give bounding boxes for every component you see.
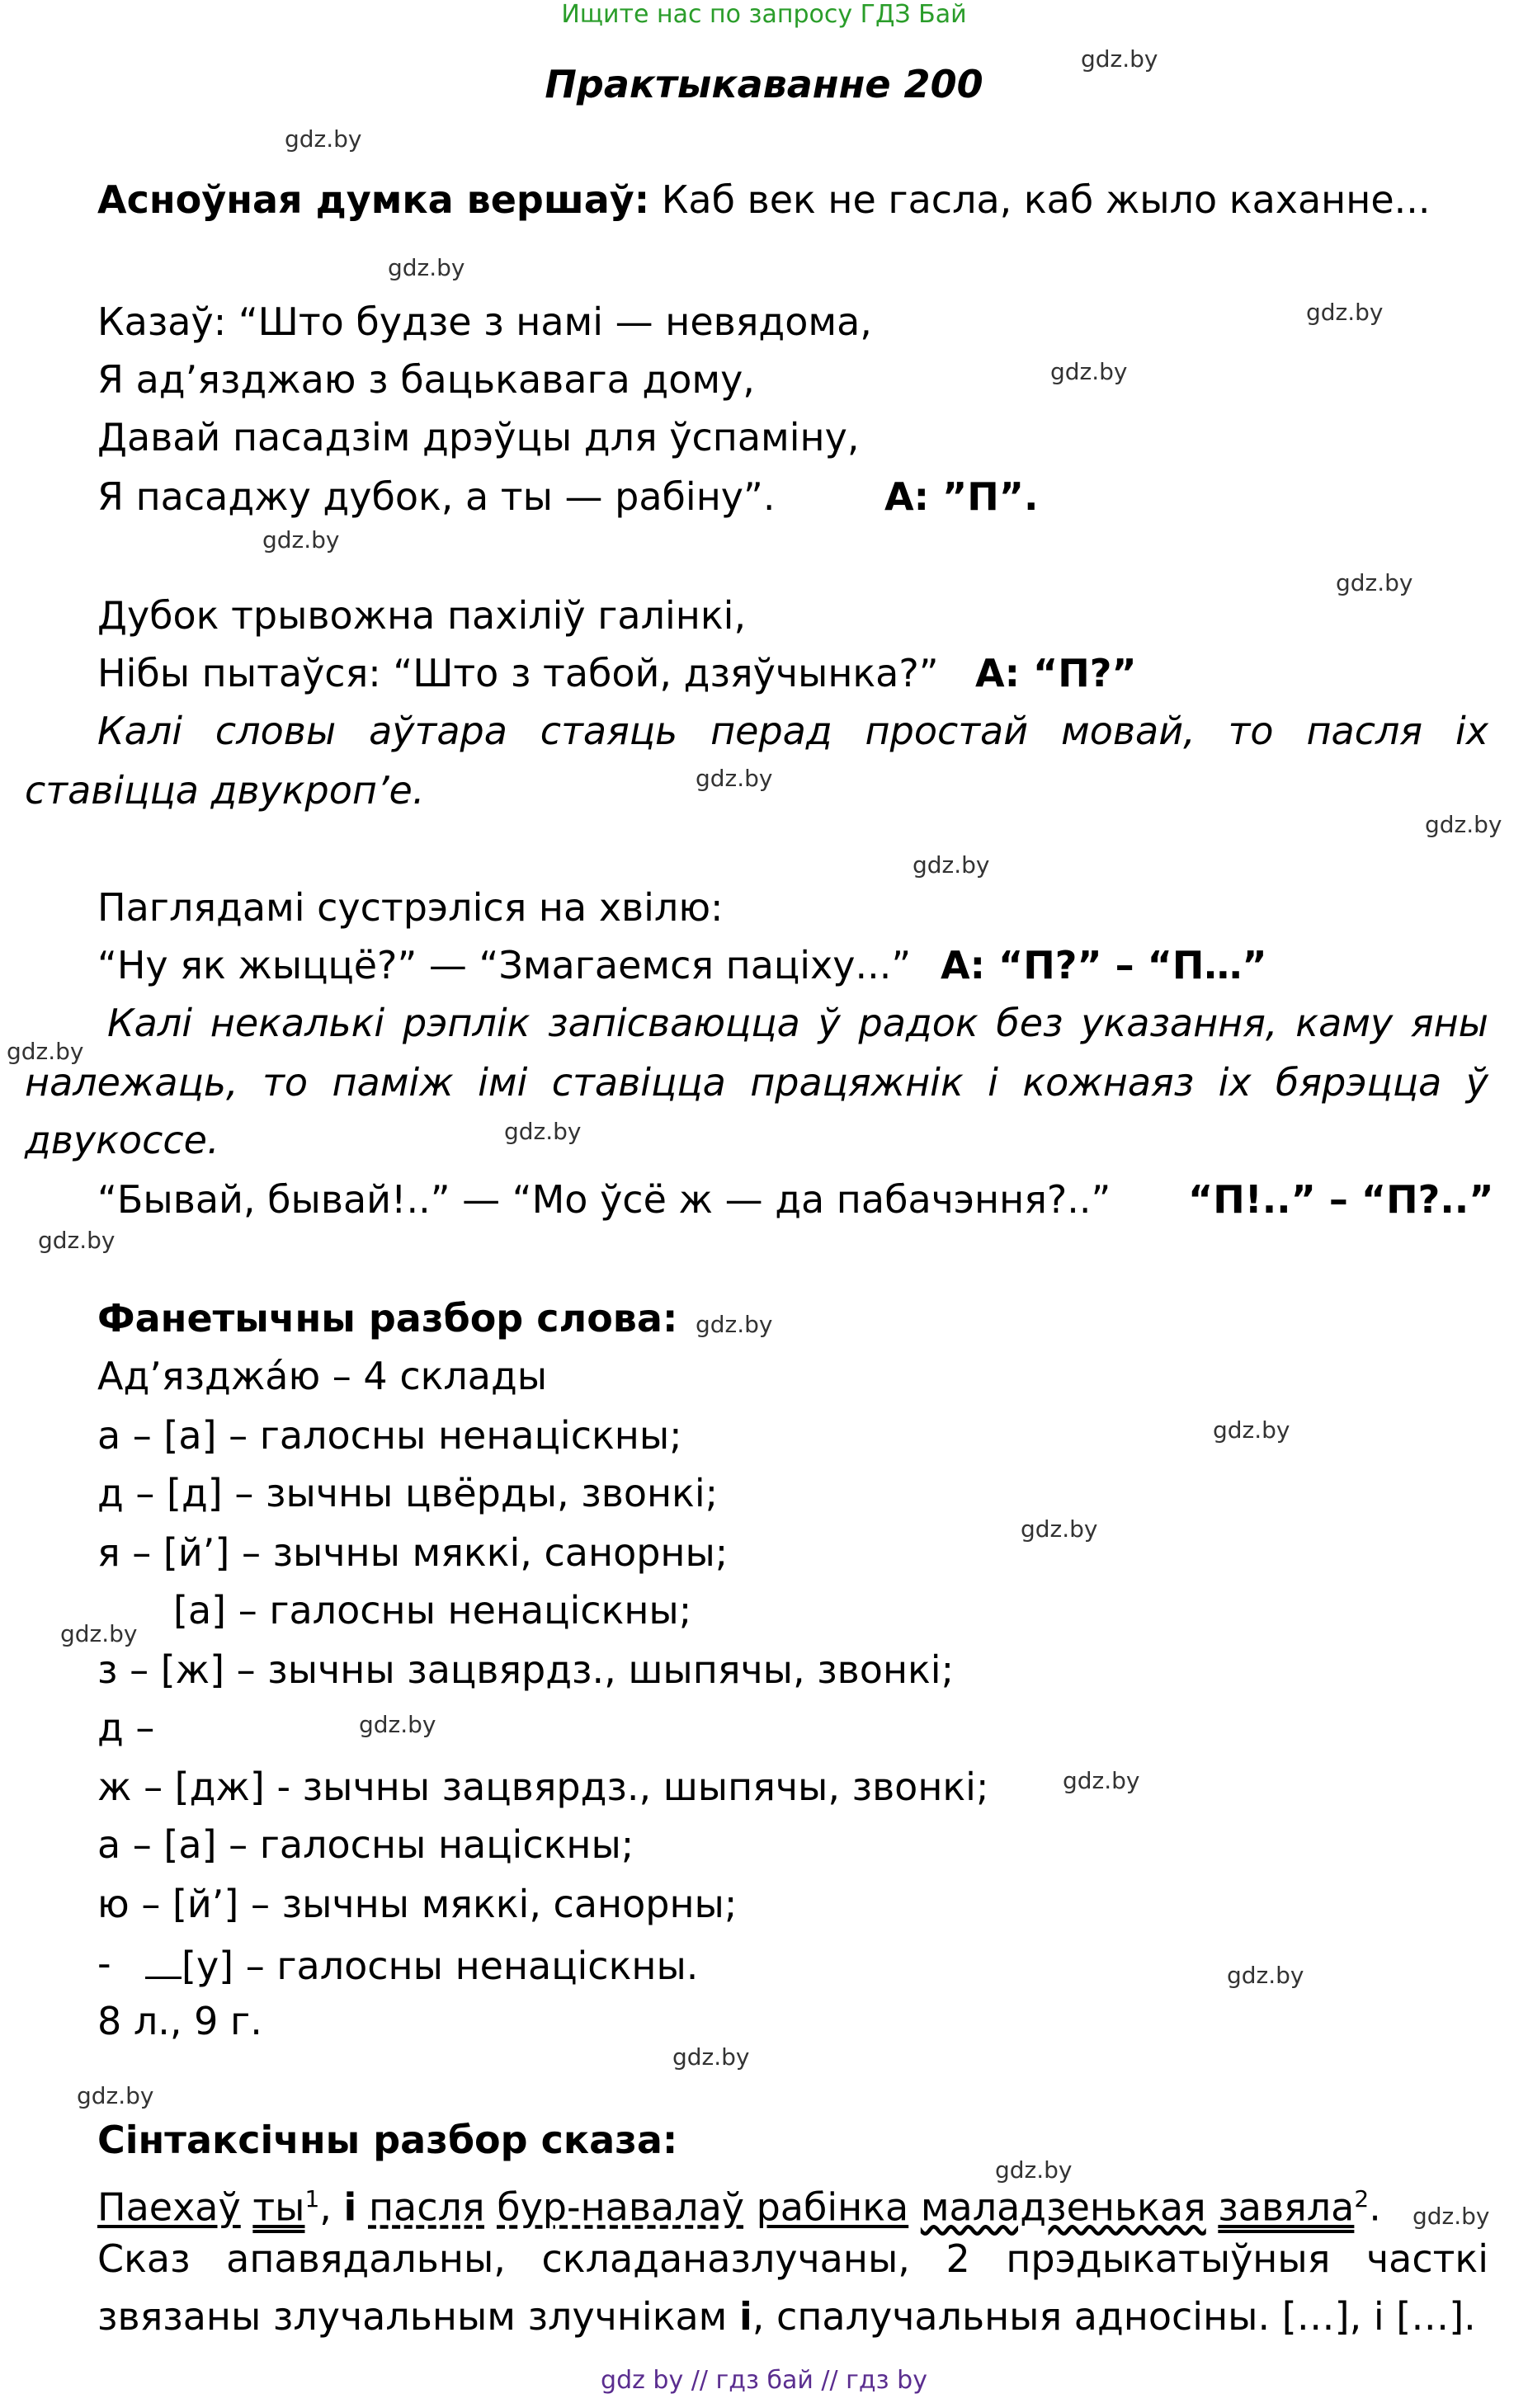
poem-line: Я пасаджу дубок, а ты — рабіну”. — [97, 474, 776, 519]
watermark: gdz.by — [1425, 811, 1502, 838]
main-idea-label: Асноўная думка вершаў: — [97, 177, 650, 222]
poem-line: Казаў: “Што будзе з намі — невядома, — [97, 299, 872, 344]
watermark: gdz.by — [1021, 1515, 1098, 1543]
phonetic-line: ю – [й’] – зычны мяккі, санорны; — [97, 1882, 738, 1926]
phonetic-line: Ад’язджа́ю – 4 склады — [97, 1354, 548, 1398]
poem-line: Давай пасадзім дрэўцы для ўспаміну, — [97, 415, 860, 459]
watermark: gdz.by — [1227, 1962, 1304, 1989]
subject: рабінка — [756, 2184, 909, 2230]
watermark: gdz.by — [504, 1118, 582, 1145]
footer[interactable]: gdz by // гдз бай // гдз by — [601, 2366, 927, 2395]
watermark: gdz.by — [1336, 569, 1413, 596]
syntax-sentence: Паехаў $ты^1$, і пасля бур-навалаў рабінка маладзенькая завяла$^2$. — [97, 2184, 1381, 2230]
main-idea-text: Каб век не гасла, каб жыло каханне... — [649, 177, 1431, 222]
watermark: gdz.by — [1306, 299, 1384, 326]
watermark: gdz.by — [696, 765, 773, 792]
phonetic-line: з – [ж] – зычны зацвярдз., шыпячы, звонкі; — [97, 1647, 955, 1692]
phonetic-line: д – — [97, 1705, 155, 1750]
poem-line: “Бывай, бывай!..” — “Мо ўсё ж — да пабачэння?..” — [97, 1177, 1111, 1222]
poem-line: Дубок трывожна пахіліў галінкі, — [97, 593, 747, 638]
phonetic-line: а – [а] – галосны нацiскны; — [97, 1822, 634, 1867]
syntax-description: звязаны злучальным злучнікам і, спалучальныя адносіны. […], і […]. — [97, 2294, 1476, 2339]
phonetic-line: - — [97, 1941, 111, 1986]
watermark: gdz.by — [995, 2156, 1073, 2184]
blank-underline — [145, 1939, 182, 1979]
adverbial: бур-навалаў — [497, 2184, 744, 2230]
rule-text: Калі некалькі рэплік запісваюцца ў радок без указання, каму яны — [107, 1001, 1488, 1045]
watermark: gdz.by — [1063, 1767, 1140, 1794]
watermark: gdz.by — [1213, 1416, 1290, 1444]
watermark: gdz.by — [285, 125, 362, 153]
rule-text: ставіцца двукроп’е. — [25, 768, 425, 813]
predicate: завяла — [1218, 2184, 1355, 2230]
watermark: gdz.by — [77, 2082, 154, 2109]
rule-text: Калі словы аўтара стаяць перад простай мовай, то пасля іх — [97, 709, 1488, 753]
watermark: gdz.by — [1412, 2203, 1490, 2230]
scheme: “П!..” – “П?..” — [1188, 1177, 1494, 1222]
watermark: gdz.by — [262, 526, 340, 554]
scheme: А: “П?” – “П…” — [941, 943, 1267, 987]
watermark: gdz.by — [38, 1227, 116, 1254]
attribute: маладзенькая — [920, 2184, 1206, 2230]
watermark: gdz.by — [7, 1038, 84, 1065]
adverbial: пасля — [368, 2184, 485, 2230]
phonetic-line: [у] – галосны ненацiскны. — [145, 1939, 698, 1991]
watermark: gdz.by — [672, 2043, 750, 2071]
watermark: gdz.by — [388, 254, 465, 281]
watermark: gdz.by — [913, 851, 990, 879]
predicate: ты — [252, 2184, 305, 2230]
top-banner[interactable]: Ищите нас по запросу ГДЗ Бай — [561, 0, 967, 29]
poem-line: “Ну як жыццё?” — “Змагаемся паціху...” — [97, 943, 912, 987]
phonetic-line: 8 л., 9 г. — [97, 1999, 262, 2043]
syntax-heading: Сінтаксічны разбор сказа: — [97, 2118, 678, 2162]
phonetic-heading: Фанетычны разбор слова: — [97, 1296, 678, 1341]
subject: Паехаў — [97, 2184, 241, 2230]
phonetic-line: ж – [дж] - зычны зацвярдз., шыпячы, звонкі; — [97, 1765, 989, 1809]
watermark: gdz.by — [1081, 45, 1158, 73]
watermark: gdz.by — [359, 1711, 436, 1738]
main-idea — [97, 175, 1431, 224]
scheme: А: ”П”. — [884, 474, 1039, 519]
page-title: Практыкаванне 200 — [545, 62, 983, 106]
poem-line: Я ад’язджаю з бацькавага дому, — [97, 357, 755, 402]
syntax-description: Сказ апавядальны, складаназлучаны, 2 прэдыкатыўныя часткі — [97, 2236, 1488, 2281]
phonetic-line: а – [а] – галосны ненацiскны; — [97, 1413, 682, 1458]
watermark: gdz.by — [60, 1620, 138, 1647]
scheme: А: “П?” — [975, 651, 1137, 695]
conjunction: і — [343, 2184, 357, 2230]
phonetic-line: я – [й’] – зычны мяккі, санорны; — [97, 1530, 729, 1575]
phonetic-line: д – [д] – зычны цвёрды, звонкі; — [97, 1471, 719, 1515]
watermark: gdz.by — [696, 1311, 773, 1338]
watermark: gdz.by — [1050, 358, 1128, 385]
poem-line: Нібы пытаўся: “Што з табой, дзяўчынка?” — [97, 651, 939, 695]
rule-text: двукоссе. — [25, 1118, 219, 1162]
rule-text: належаць, то паміж імі ставіцца працяжнік і кожнаяз іх бярэцца ў — [25, 1060, 1488, 1105]
poem-line: Паглядамі сустрэліся на хвілю: — [97, 885, 724, 930]
phonetic-line: [а] – галосны ненацiскны; — [173, 1588, 692, 1633]
